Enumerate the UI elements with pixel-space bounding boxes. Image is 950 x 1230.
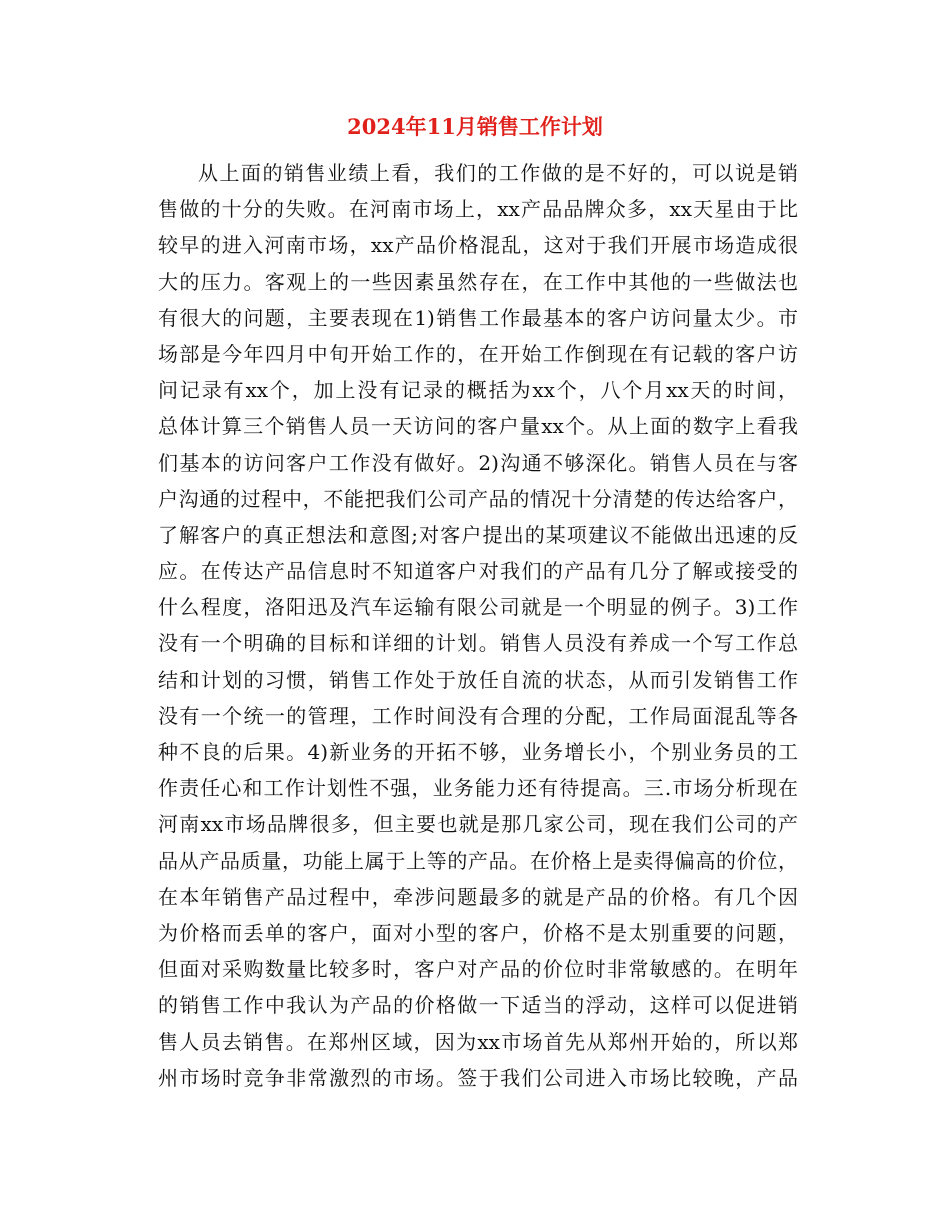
body-line: 河南xx市场品牌很多，但主要也就是那几家公司，现在我们公司的产 <box>158 812 798 837</box>
body-line: 为价格而丢单的客户，面对小型的客户，价格不是太别重要的问题， <box>158 920 798 945</box>
body-line: 结和计划的习惯，销售工作处于放任自流的状态，从而引发销售工作 <box>158 667 798 692</box>
body-line: 户沟通的过程中，不能把我们公司产品的情况十分清楚的传达给客户， <box>158 486 798 511</box>
body-line: 应。在传达产品信息时不知道客户对我们的产品有几分了解或接受的 <box>158 559 798 584</box>
body-line: 但面对采购数量比较多时，客户对产品的价位时非常敏感的。在明年 <box>158 957 798 982</box>
body-line: 没有一个统一的管理，工作时间没有合理的分配，工作局面混乱等各 <box>158 703 798 728</box>
body-line: 较早的进入河南市场，xx产品价格混乱，这对于我们开展市场造成很 <box>158 233 798 258</box>
body-line: 总体计算三个销售人员一天访问的客户量xx个。从上面的数字上看我 <box>158 414 798 439</box>
body-line: 了解客户的真正想法和意图;对客户提出的某项建议不能做出迅速的反 <box>158 522 798 547</box>
body-line: 售做的十分的失败。在河南市场上，xx产品品牌众多，xx天星由于比 <box>158 197 798 222</box>
body-line: 没有一个明确的目标和详细的计划。销售人员没有养成一个写工作总 <box>158 631 798 656</box>
body-line: 从上面的销售业绩上看，我们的工作做的是不好的，可以说是销 <box>198 161 798 185</box>
document-body <box>158 155 798 1096</box>
body-line: 问记录有xx个，加上没有记录的概括为xx个，八个月xx天的时间， <box>158 378 798 403</box>
body-line: 作责任心和工作计划性不强，业务能力还有待提高。三.市场分析现在 <box>158 776 798 801</box>
body-line: 州市场时竞争非常激烈的市场。签于我们公司进入市场比较晚，产品 <box>158 1065 798 1090</box>
body-line: 的销售工作中我认为产品的价格做一下适当的浮动，这样可以促进销 <box>158 993 798 1018</box>
body-line: 有很大的问题，主要表现在1)销售工作最基本的客户访问量太少。市 <box>158 305 798 330</box>
body-line: 们基本的访问客户工作没有做好。2)沟通不够深化。销售人员在与客 <box>158 450 798 475</box>
body-line: 在本年销售产品过程中，牵涉问题最多的就是产品的价格。有几个因 <box>158 884 798 909</box>
body-line: 什么程度，洛阳迅及汽车运输有限公司就是一个明显的例子。3)工作 <box>158 595 798 620</box>
body-line: 大的压力。客观上的一些因素虽然存在，在工作中其他的一些做法也 <box>158 269 798 294</box>
body-line: 售人员去销售。在郑州区域，因为xx市场首先从郑州开始的，所以郑 <box>158 1029 798 1054</box>
body-line: 种不良的后果。4)新业务的开拓不够，业务增长小，个别业务员的工 <box>158 740 798 764</box>
body-line: 场部是今年四月中旬开始工作的，在开始工作倒现在有记载的客户访 <box>158 341 798 366</box>
document-title: 2024年11月销售工作计划 <box>347 114 603 139</box>
body-line: 品从产品质量，功能上属于上等的产品。在价格上是卖得偏高的价位， <box>158 848 798 873</box>
